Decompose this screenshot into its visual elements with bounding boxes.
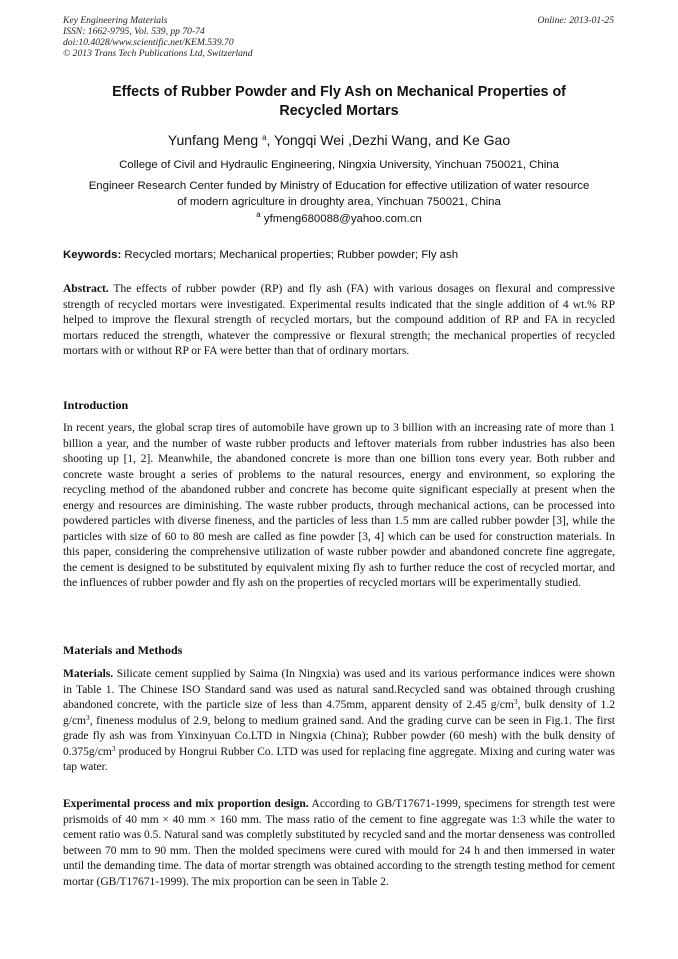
keywords: [63, 248, 615, 263]
materials-text-3: , fineness modulus of 2.9, belong to medium grained sand. And the grading curve can be seen in Fig.1. The first grade fly ash was from Yinxinyuan Co.LTD in Ningxia (China); Rubber powder (60 mesh) with the bulk density of 0.375g/cm: [63, 714, 615, 758]
materials-text-4: produced by Hongrui Rubber Co. LTD was used for replacing fine aggregate. Mixing and curing water was tap water.: [63, 745, 615, 773]
doi-line: doi:10.4028/www.scientific.net/KEM.539.70: [63, 37, 234, 48]
email-address: yfmeng680088@yahoo.com.cn: [263, 213, 422, 225]
materials-methods-heading: Materials and Methods: [63, 643, 183, 657]
issn-line: ISSN: 1662-9795, Vol. 539, pp 70-74: [63, 26, 205, 37]
affiliation-2: [63, 178, 615, 210]
online-date: Online: 2013-01-25: [537, 15, 614, 26]
experimental-label: Experimental process and mix proportion design.: [63, 798, 309, 810]
author-email: [63, 211, 615, 227]
author-1: Yunfang Meng: [167, 132, 259, 148]
materials-text-2: , bulk density of 1.2 g/cm: [63, 699, 615, 727]
materials-label: Materials.: [63, 668, 114, 680]
affiliation-2-line-1: Engineer Research Center funded by Ministry of Education for effective utilization of water resource: [88, 180, 590, 192]
materials-text-1: Silicate cement supplied by Saima (In Ningxia) was used and its various performance indices were shown in Table 1. The Chinese ISO Standard sand was used as natural sand.Recycled sand was obtained through crushing abandoned concrete, with the particle size of less than 4.75mm, apparent density of 2.45 g/cm: [63, 668, 616, 711]
copyright-line: © 2013 Trans Tech Publications Ltd, Switzerland: [63, 48, 253, 59]
paper-title: [63, 83, 615, 121]
other-authors: , Yongqi Wei ,Dezhi Wang, and Ke Gao: [266, 132, 511, 148]
abstract-label: Abstract.: [63, 283, 109, 295]
materials-paragraph: [63, 667, 615, 776]
keywords-label: Keywords:: [63, 249, 122, 261]
experimental-paragraph: [63, 797, 615, 890]
affiliation-2-line-2: of modern agriculture in droughty area, Yinchuan 750021, China: [177, 196, 501, 208]
materials-sup-3: 3: [111, 743, 116, 753]
author-1-mark: a: [262, 133, 267, 142]
affiliation-1: College of Civil and Hydraulic Engineering, Ningxia University, Yinchuan 750021, China: [119, 159, 559, 171]
introduction-text: In recent years, the global scrap tires of automobile have grown up to 3 billion with an increasing rate of more than 1 billion a year, and the number of waste rubber products and leftover materials from rubber industries has also been shooting up [1, 2]. Meanwhile, the abandoned concrete is more than one billion tons every year. Both rubber and concrete waste brought a series of problems to the natural resources, energy and environment, so exploring the recycling method of the abandoned rubber and concrete has become quite significant especially at present when the energy and resources are diminishing. The waste rubber products, through mechanical actions, can be processed into powdered particles with diverse fineness, and the particles of less than 1.5 mm are called rubber powder [3], while the particles with size of 60 to 80 mesh are called as fine powder [3, 4] which can be used for construction materials. In this paper, considering the comprehensive utilization of waste rubber powder and abandoned concrete fine aggregate, the cement is designed to be substituted by equivalent mixing fly ash to further reduce the cost of recycled mortar, and the influences of rubber powder and fly ash on the properties of recycled mortars will be experimentally studied.: [63, 422, 615, 589]
journal-name: Key Engineering Materials: [63, 15, 168, 26]
author-list: [63, 131, 615, 149]
email-mark: a: [256, 210, 261, 219]
abstract: [63, 282, 615, 360]
materials-sup-2: 3: [86, 712, 90, 722]
journal-header: [63, 15, 253, 59]
materials-sup-1: 3: [513, 697, 518, 706]
keywords-text: Recycled mortars; Mechanical properties; Rubber powder; Fly ash: [124, 249, 459, 261]
experimental-text: According to GB/T17671-1999, specimens for strength test were prismoids of 40 mm × 40 mm × 160 mm. The mass ratio of the cement to fine aggregate was 1:3 while the water to cement ratio was 0.5. Natural sand was completly substituted by recycled sand and the mortar denseness was controlled between 70 mm to 90 mm. Then the molded specimens were cured with mould for 24 h and then immersed in water until the demanding time. The data of mortar strength was obtained according to the strength testing method for cement mortar (GB/T17671-1999). The mix proportion can be seen in Table 2.: [63, 798, 615, 888]
title-line-1: Effects of Rubber Powder and Fly Ash on Mechanical Properties of: [112, 84, 566, 100]
introduction-heading: Introduction: [63, 398, 129, 412]
title-line-2: Recycled Mortars: [279, 103, 399, 119]
abstract-text: The effects of rubber powder (RP) and fly ash (FA) with various dosages on flexural and compressive strength of recycled mortars were investigated. Experimental results indicated that the single addition of 4 wt.% RP helped to improve the flexural strength of recycled mortars, but the compound addition of RP and FA in recycled mortars reduced the strength, whatever the compressive or flexural strength; the mechanical properties of recycled mortars with or without RP or FA were better than that of ordinary mortars.: [63, 283, 616, 357]
